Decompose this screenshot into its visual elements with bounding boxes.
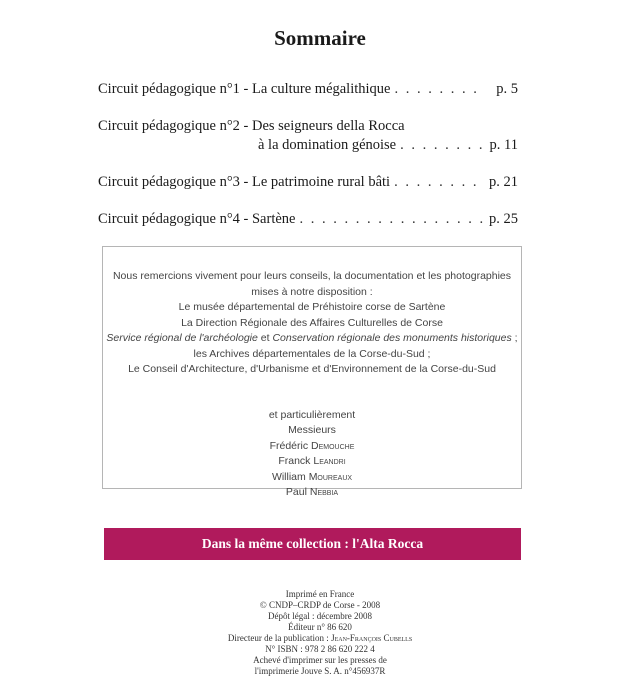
person-last-name: Leandri: [313, 455, 346, 467]
imprint-line: © CNDP–CRDP de Corse - 2008: [259, 600, 381, 610]
dot-leader: [400, 136, 484, 155]
person-first-name: Paul: [285, 486, 310, 498]
toc-line: [98, 173, 518, 192]
table-of-contents: [98, 80, 518, 247]
ack-service-name: Service régional de l'archéologie: [106, 332, 258, 344]
toc-page-number: p. 21: [489, 174, 518, 190]
toc-line: [98, 136, 518, 155]
toc-entry-title: Circuit pédagogique n°4 - Sartène: [98, 211, 296, 227]
imprint-line: Éditeur n° 86 620: [288, 622, 352, 632]
dot-leader: [299, 210, 484, 229]
ack-particular: et particulièrement: [268, 408, 356, 421]
imprint-isbn: N° ISBN : 978 2 86 620 222 4: [265, 644, 375, 654]
person-first-name: Frédéric: [269, 439, 312, 452]
ack-person: [103, 485, 521, 501]
toc-page-number: p. 25: [489, 211, 518, 227]
toc-entry-title: Circuit pédagogique n°1 - La culture mégalithique: [98, 81, 391, 97]
toc-entry-1[interactable]: [98, 80, 518, 99]
ack-person: [103, 454, 521, 470]
toc-entry-4[interactable]: [98, 210, 518, 229]
toc-entry-2[interactable]: [98, 117, 518, 155]
toc-entry-title: Circuit pédagogique n°2 - Des seigneurs della Rocca: [98, 118, 405, 134]
toc-entry-title: Circuit pédagogique n°3 - Le patrimoine rural bâti: [98, 174, 391, 190]
page-title: Sommaire: [274, 26, 366, 50]
ack-organization: les Archives départementales de la Corse-du-Sud ;: [193, 347, 431, 360]
toc-line: [98, 210, 518, 229]
toc-entry-title-continued: à la domination génoise: [258, 137, 397, 153]
person-last-name: Demouche: [311, 439, 355, 452]
toc-line: [98, 117, 518, 136]
collection-banner[interactable]: Dans la même collection : l'Alta Rocca: [104, 528, 521, 560]
toc-page-number: p. 11: [489, 137, 518, 153]
ack-punctuation: ;: [511, 332, 518, 344]
ack-organization: Le Conseil d'Architecture, d'Urbanisme et d'Environnement de la Corse-du-Sud: [128, 363, 496, 375]
acknowledgements-box: [102, 246, 522, 498]
dot-leader: [394, 173, 484, 192]
toc-page-number: p. 5: [496, 81, 518, 97]
toc-entry-3[interactable]: [98, 173, 518, 192]
ack-conjunction: et: [257, 332, 273, 344]
imprint-director-line: [0, 633, 640, 644]
ack-person: [103, 439, 521, 455]
imprint-line: Dépôt légal : décembre 2008: [268, 611, 372, 621]
ack-intro-line: mises à notre disposition :: [251, 285, 373, 298]
ack-service-name: Conservation régionale des monuments historiques: [272, 332, 512, 344]
person-first-name: William: [271, 470, 309, 483]
imprint-line: Achevé d'imprimer sur les presses de: [253, 655, 387, 665]
ack-organization-services: [103, 331, 521, 347]
ack-person: [103, 470, 521, 486]
imprint-line: l'imprimerie Jouve S. A. n°456937R: [254, 666, 386, 676]
ack-intro-line: Nous remercions vivement pour leurs conseils, la documentation et les photographies: [112, 270, 512, 282]
dot-leader: [395, 80, 485, 99]
imprint-block: [0, 589, 640, 677]
toc-line: [98, 80, 518, 99]
ack-organization: La Direction Régionale des Affaires Culturelles de Corse: [181, 316, 443, 329]
imprint-line: Imprimé en France: [285, 589, 355, 599]
imprint-director-name: Jean-François Cubells: [331, 633, 413, 643]
person-last-name: Nebbia: [309, 486, 339, 498]
person-last-name: Moureaux: [308, 470, 353, 483]
spacer: [103, 378, 521, 408]
ack-messieurs: Messieurs: [288, 424, 336, 436]
person-first-name: Franck: [278, 455, 314, 467]
ack-organization: Le musée départemental de Préhistoire corse de Sartène: [178, 301, 446, 313]
imprint-director-label: Directeur de la publication :: [227, 633, 332, 643]
